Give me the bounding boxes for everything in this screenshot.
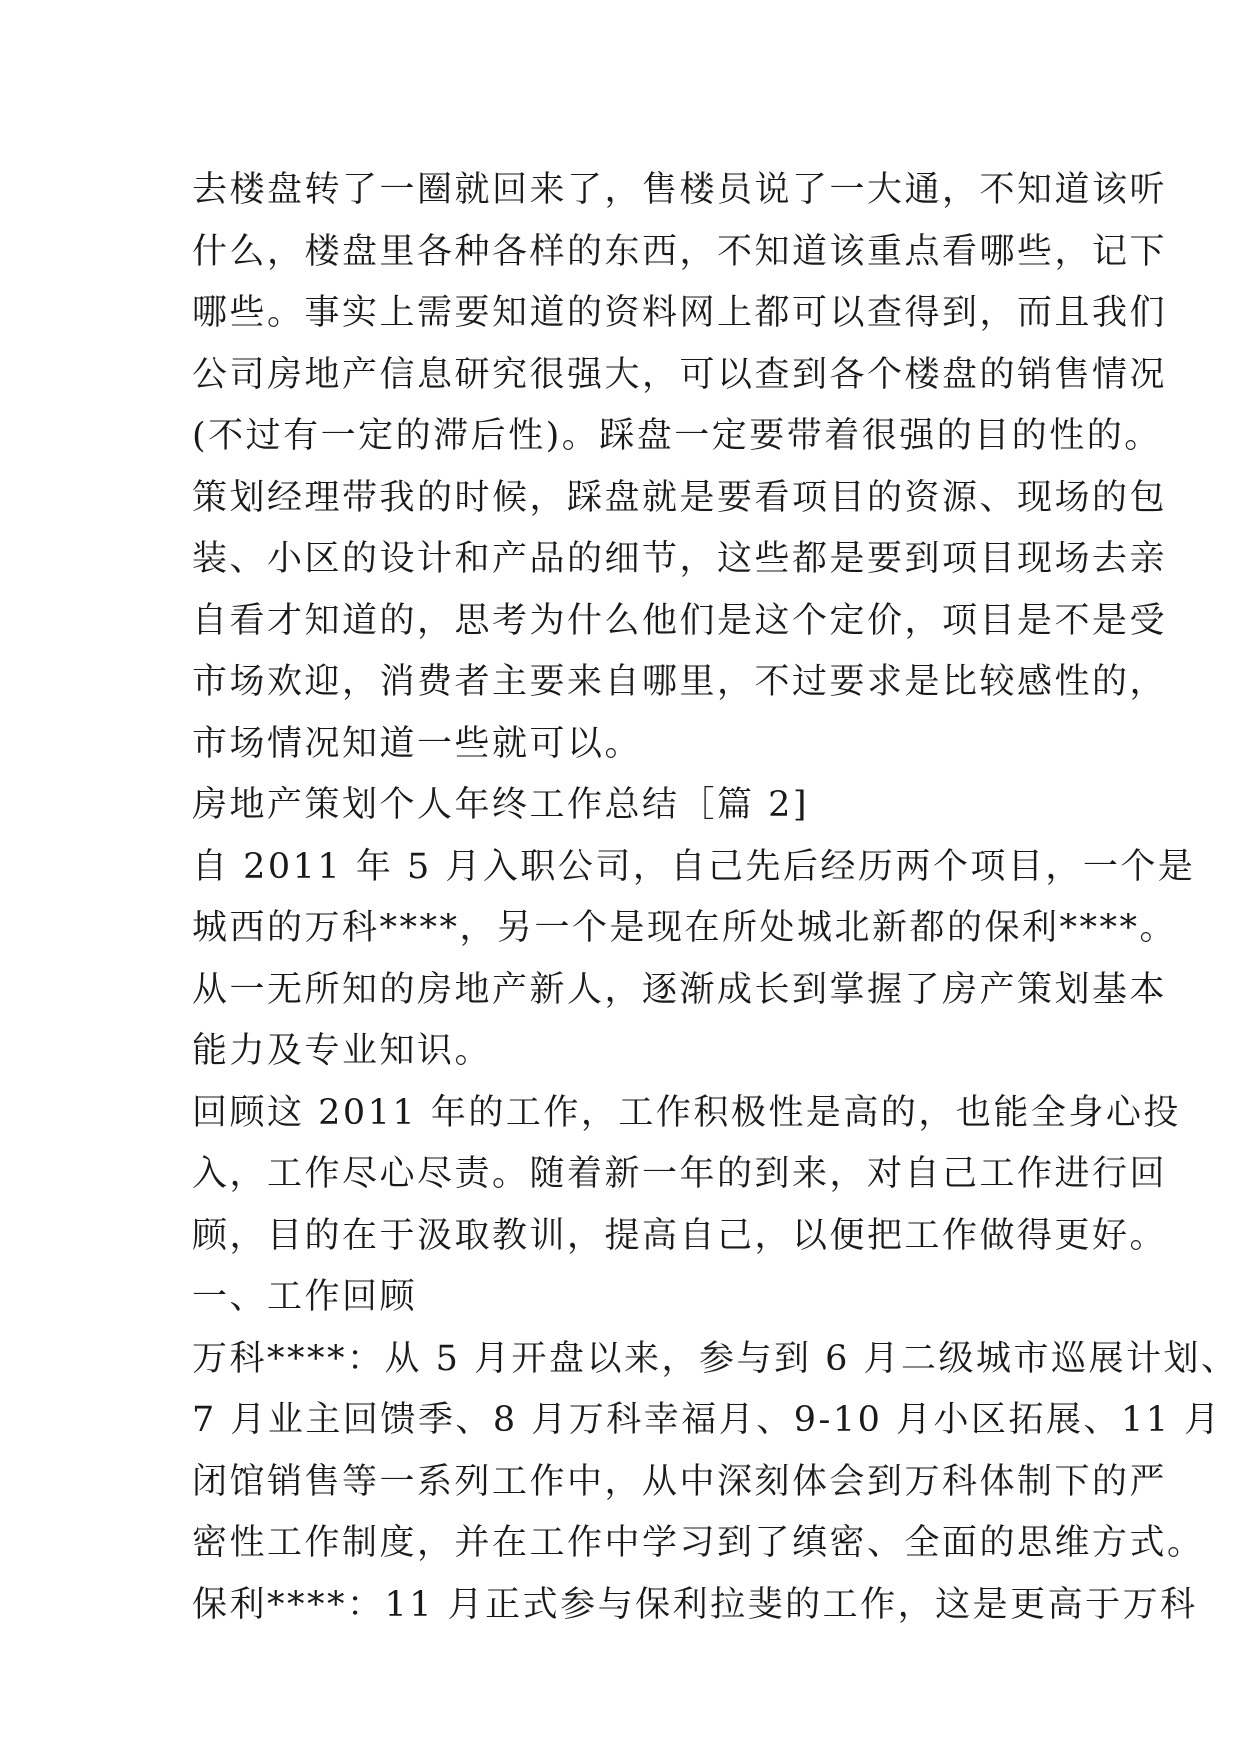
text-line: 公司房地产信息研究很强大，可以查到各个楼盘的销售情况 (192, 354, 1168, 395)
text-line: 回顾这 2011 年的工作，工作积极性是高的，也能全身心投 (192, 1092, 1181, 1133)
document-body (192, 160, 1239, 1636)
text-line: 去楼盘转了一圈就回来了，售楼员说了一大通，不知道该听 (192, 170, 1168, 210)
text-line: 什么，楼盘里各种各样的东西，不知道该重点看哪些，记下 (192, 231, 1168, 272)
text-line: 保利****：11 月正式参与保利拉斐的工作，这是更高于万科 (192, 1584, 1198, 1625)
section-heading: 房地产策划个人年终工作总结［篇 2] (192, 785, 810, 825)
text-line: 从一无所知的房地产新人，逐渐成长到掌握了房产策划基本 (192, 969, 1168, 1010)
text-line: 能力及专业知识。 (192, 1031, 493, 1071)
text-line: 策划经理带我的时候，踩盘就是要看项目的资源、现场的包 (192, 477, 1168, 518)
text-line: 密性工作制度，并在工作中学习到了缜密、全面的思维方式。 (192, 1523, 1205, 1563)
text-line: 市场欢迎，消费者主要来自哪里，不过要求是比较感性的， (192, 662, 1168, 702)
text-line: (不过有一定的滞后性)。踩盘一定要带着很强的目的性的。 (192, 416, 1162, 456)
text-line: 装、小区的设计和产品的细节，这些都是要到项目现场去亲 (192, 539, 1168, 579)
text-line: 闭馆销售等一系列工作中，从中深刻体会到万科体制下的严 (192, 1461, 1168, 1502)
text-line: 万科****：从 5 月开盘以来，参与到 6 月二级城市巡展计划、 (192, 1338, 1239, 1379)
text-line: 顾，目的在于汲取教训，提高自己，以便把工作做得更好。 (192, 1215, 1168, 1256)
text-line: 自看才知道的，思考为什么他们是这个定价，项目是不是受 (192, 600, 1168, 641)
text-line: 7 月业主回馈季、8 月万科幸福月、9-10 月小区拓展、11 月 (192, 1400, 1222, 1440)
text-line: 入，工作尽心尽责。随着新一年的到来，对自己工作进行回 (192, 1154, 1168, 1194)
subsection-heading: 一、工作回顾 (192, 1277, 418, 1317)
text-line: 自 2011 年 5 月入职公司，自己先后经历两个项目，一个是 (192, 846, 1196, 887)
text-line: 哪些。事实上需要知道的资料网上都可以查得到，而且我们 (192, 293, 1168, 333)
text-line: 市场情况知道一些就可以。 (192, 723, 643, 764)
text-line: 城西的万科****，另一个是现在所处城北新都的保利****。 (192, 908, 1178, 948)
